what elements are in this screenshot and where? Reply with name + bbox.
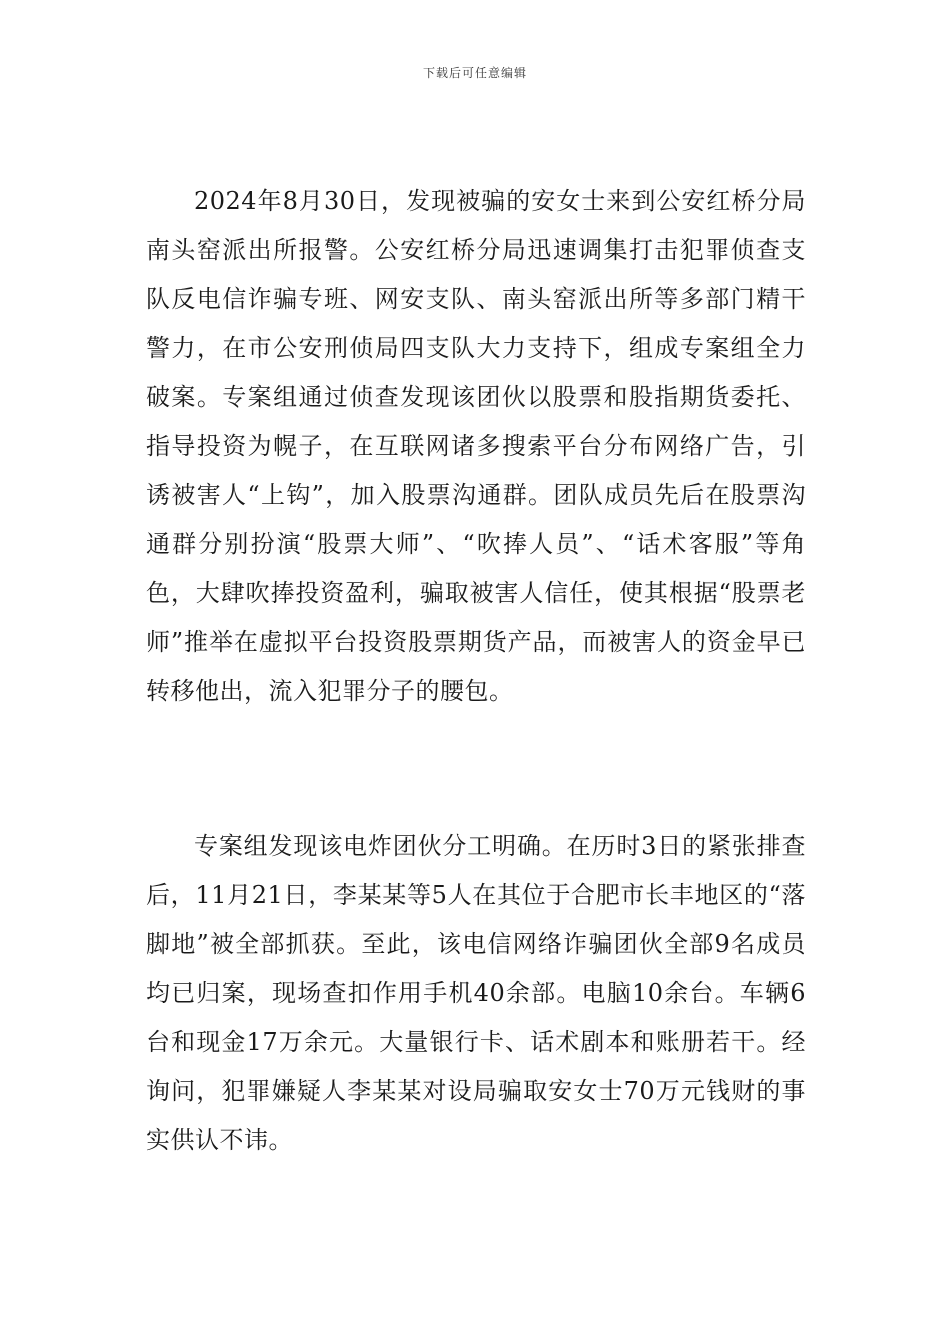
page-header: 下载后可任意编辑 — [422, 66, 527, 80]
paragraph-case-report: 2024年8月30日，发现被骗的安女士来到公安红桥分局南头窑派出所报警。公安红桥分局迅速调集打击犯罪侦查支队反电信诈骗专班、网安支队、南头窑派出所等多部门精干警力，在市公安刑侦局四支队大力支持下，组成专案组全力破案。专案组通过侦查发现该团伙以股票和股指期货委托、指导投资为幌子，在互联网诸多搜索平台分布网络广告，引诱被害人“上钩”，加入股票沟通群。团队成员先后在股票沟通群分别扮演“股票大师”、“吹捧人员”、“话术客服”等角色，大肆吹捧投资盈利，骗取被害人信任，使其根据“股票老师”推举在虚拟平台投资股票期货产品，而被害人的资金早已转移他出，流入犯罪分子的腰包。 — [146, 187, 806, 705]
document-body-1 — [146, 177, 806, 716]
document-body-2 — [146, 822, 806, 1165]
paragraph-arrests: 专案组发现该电炸团伙分工明确。在历时3日的紧张排查后，11月21日，李某某等5人在其位于合肥市长丰地区的“落脚地”被全部抓获。至此，该电信网络诈骗团伙全部9名成员均已归案，现场查扣作用手机40余部。电脑10余台。车辆6台和现金17万余元。大量银行卡、话术剧本和账册若干。经询问，犯罪嫌疑人李某某对设局骗取安女士70万元钱财的事实供认不讳。 — [146, 832, 806, 1154]
